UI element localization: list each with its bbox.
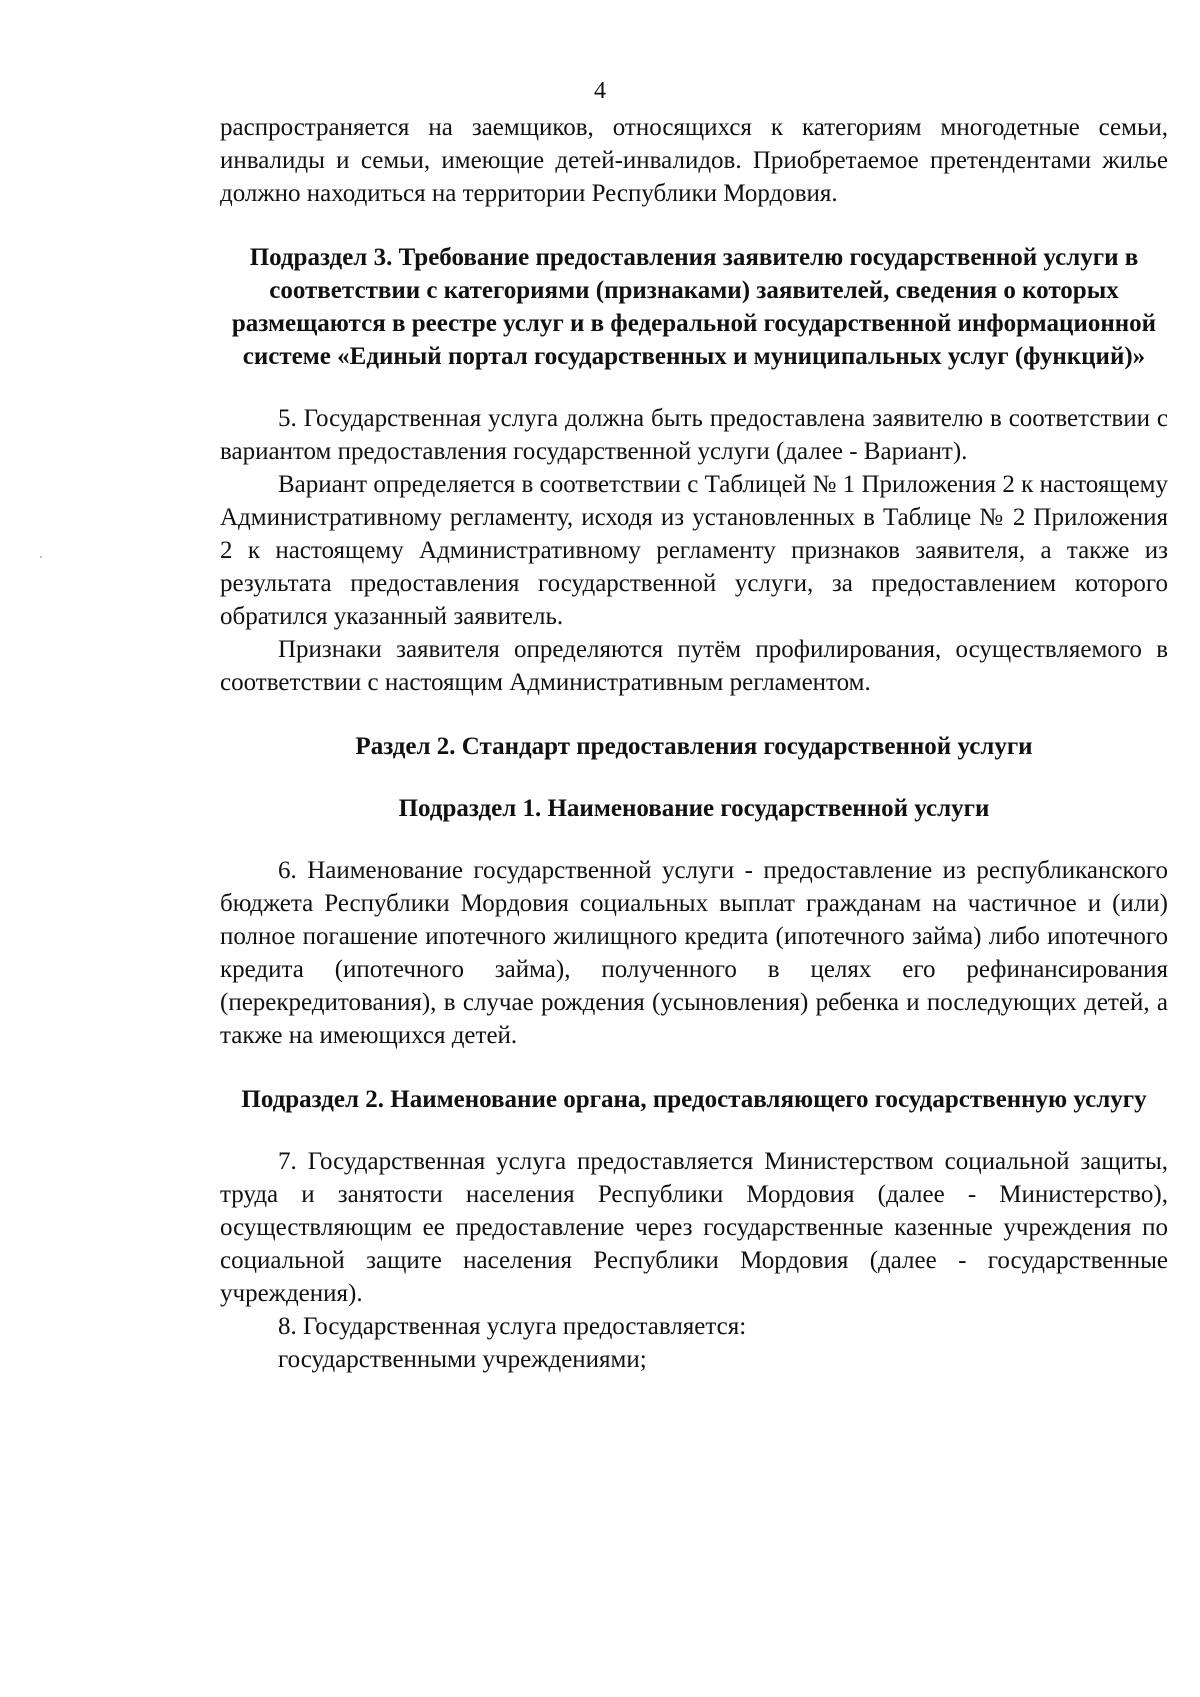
item-5-paragraph: 5. Государственная услуга должна быть предоставлена заявителю в соответствии с вариантом предоставления государственной услуги (далее - Вариант). — [220, 405, 1168, 465]
subsection1-heading: Подраздел 1. Наименование государственной услуги — [398, 795, 990, 822]
intro-paragraph: распространяется на заемщиков, относящихся к категориям многодетные семьи, инвалиды и семьи, имеющие детей-инвалидов. Приобретаемое претендентами жилье должно находиться на территории Республики Мордовия. — [220, 114, 1168, 207]
item-8-line-1: государственными учреждениями; — [278, 1346, 647, 1373]
signs-paragraph: Признаки заявителя определяются путём профилирования, осуществляемого в соответствии с настоящим Административным регламентом. — [220, 636, 1168, 696]
document-body — [220, 111, 1168, 1376]
item-6-paragraph: 6. Наименование государственной услуги - предоставление из республиканского бюджета Республики Мордовия социальных выплат гражданам на частичное и (или) полное погашение ипотечного жилищного кредита (ипотечного займа) либо ипотечного кредита (ипотечного займа), полученного в целях его рефинансирования (перекредитования), в случае рождения (усыновления) ребенка и последующих детей, а также на имеющихся детей. — [220, 857, 1168, 1049]
subsection2-heading: Подраздел 2. Наименование органа, предоставляющего государственную услугу — [241, 1086, 1147, 1113]
section2-heading: Раздел 2. Стандарт предоставления государственной услуги — [355, 733, 1033, 760]
item-8-paragraph: 8. Государственная услуга предоставляется: — [278, 1313, 747, 1340]
scan-artifact — [40, 556, 42, 558]
variant-paragraph: Вариант определяется в соответствии с Таблицей № 1 Приложения 2 к настоящему Административному регламенту, исходя из установленных в Таблице № 2 Приложения 2 к настоящему Административному регламенту признаков заявителя, а также из результата предоставления государственной услуги, за предоставлением которого обратился указанный заявитель. — [220, 471, 1168, 630]
subsection3-heading: Подраздел 3. Требование предоставления заявителю государственной услуги в соответствии с категориями (признаками) заявителей, сведения о которых размещаются в реестре услуг и в федеральной государственной информационной системе «Единый портал государственных и муниципальных услуг (функций)» — [231, 244, 1157, 370]
page-number: 4 — [594, 78, 606, 104]
item-7-paragraph: 7. Государственная услуга предоставляется Министерством социальной защиты, труда и занятости населения Республики Мордовия (далее - Министерство), осуществляющим ее предоставление через государственные казенные учреждения по социальной защите населения Республики Мордовия (далее - государственные учреждения). — [220, 1148, 1168, 1307]
